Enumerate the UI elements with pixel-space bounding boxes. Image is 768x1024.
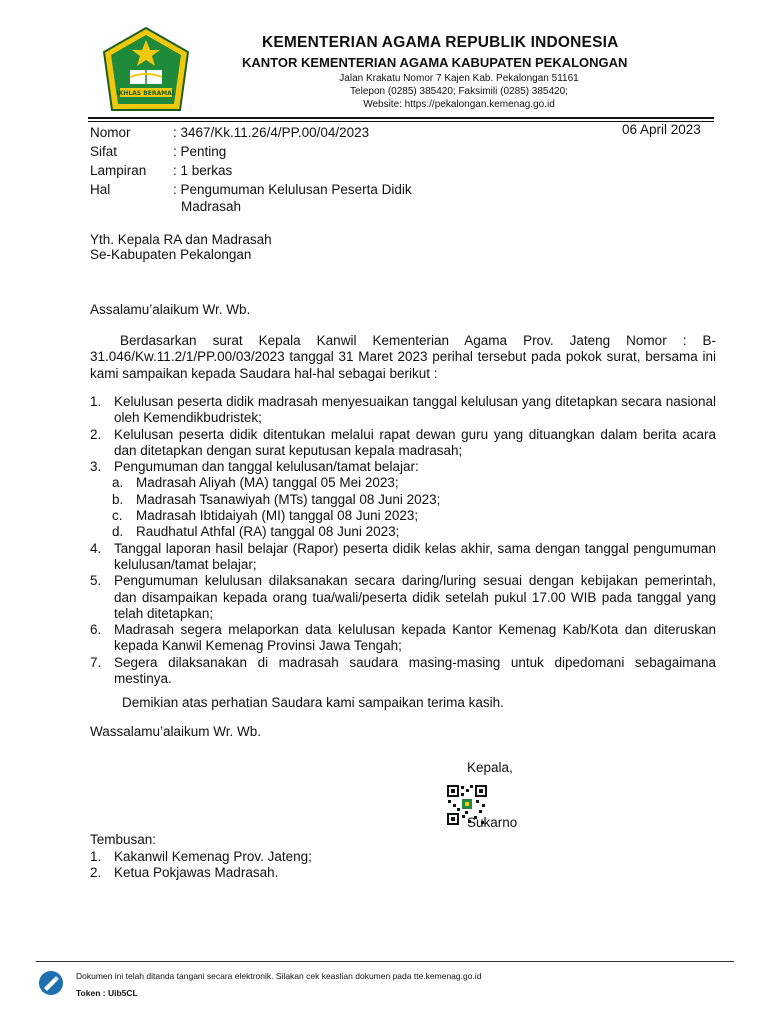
- list-item-number: 3.: [90, 459, 102, 475]
- list-item-number: 7.: [90, 654, 102, 670]
- cc-item: [90, 865, 490, 881]
- list-item-text: Kelulusan peserta didik ditentukan melalui rapat dewan guru yang dituangkan dalam berita acara dan ditetapkan dengan surat keputusan kepala madrasah;: [114, 426, 716, 458]
- sub-list-item-letter: b.: [112, 491, 124, 507]
- sub-list-item: [90, 524, 716, 540]
- list-item: [90, 459, 716, 475]
- list-item: [90, 394, 716, 427]
- list-item-text: Tanggal laporan hasil belajar (Rapor) peserta didik kelas akhir, sama dengan tanggal pengumuman kelulusan/tamat belajar;: [114, 540, 716, 572]
- sub-list-item-text: Raudhatul Athfal (RA) tanggal 08 Juni 2023;: [136, 524, 400, 540]
- meta-lampiran-value: : 1 berkas: [173, 163, 233, 178]
- list-item-text: Kelulusan peserta didik madrasah menyesuaikan tanggal kelulusan yang ditetapkan secara nasional oleh Kemendikbudristek;: [114, 394, 716, 426]
- list-item-number: 1.: [90, 394, 102, 409]
- cc-item-number: 2.: [90, 865, 102, 880]
- list-item-number: 4.: [90, 540, 102, 556]
- footer-divider: [36, 961, 734, 962]
- meta-nomor: [90, 125, 369, 140]
- list-item-number: 2.: [90, 426, 102, 442]
- logo-motto: IKHLAS BERAMAL: [116, 90, 176, 97]
- office-website: Website: https://pekalongan.kemenag.go.id: [363, 99, 555, 110]
- letter-date: 06 April 2023: [622, 122, 701, 137]
- cc-item-text: Kakanwil Kemenag Prov. Jateng;: [114, 849, 312, 864]
- list-item-text: Segera dilaksanakan di madrasah saudara masing-masing untuk dipedomani sebagaimana mestinya.: [114, 654, 716, 687]
- footer-notice: Dokumen ini telah ditanda tangani secara elektronik. Silakan cek keaslian dokumen pada tte.kemenag.go.id: [76, 971, 482, 981]
- recipient-line1: Yth. Kepala RA dan Madrasah: [90, 232, 272, 247]
- cc-label: Tembusan:: [90, 832, 157, 847]
- list-item: [90, 622, 716, 655]
- sub-list-item-text: Madrasah Tsanawiyah (MTs) tanggal 08 Juni 2023;: [136, 491, 441, 507]
- ministry-title: KEMENTERIAN AGAMA REPUBLIK INDONESIA: [262, 34, 619, 51]
- meta-hal: [90, 182, 412, 197]
- instruction-list: [90, 394, 716, 687]
- office-phone: Telepon (0285) 385420; Faksimili (0285) 385420;: [350, 86, 568, 97]
- farewell: Wassalamu’alaikum Wr. Wb.: [90, 724, 262, 739]
- meta-nomor-value: : 3467/Kk.11.26/4/PP.00/04/2023: [173, 125, 370, 140]
- list-item: [90, 655, 716, 688]
- cc-item-text: Ketua Pokjawas Madrasah.: [114, 865, 279, 880]
- cc-item-number: 1.: [90, 849, 102, 864]
- list-item: [90, 573, 716, 622]
- header-rule-thin: [88, 121, 714, 122]
- cc-item: [90, 849, 490, 865]
- sub-list-item: [90, 492, 716, 508]
- signature-title: Kepala,: [467, 760, 513, 775]
- closing-sentence: Demikian atas perhatian Saudara kami sampaikan terima kasih.: [122, 695, 504, 710]
- meta-hal-label: Hal: [90, 182, 111, 197]
- office-address: Jalan Krakatu Nomor 7 Kajen Kab. Pekalongan 51161: [339, 73, 579, 84]
- sub-list-item-text: Madrasah Aliyah (MA) tanggal 05 Mei 2023;: [136, 475, 399, 491]
- recipient-line2: Se-Kabupaten Pekalongan: [90, 247, 252, 262]
- list-item: [90, 541, 716, 574]
- meta-hal-value-line2: Madrasah: [181, 199, 242, 214]
- meta-nomor-label: Nomor: [90, 125, 131, 140]
- office-title: KANTOR KEMENTERIAN AGAMA KABUPATEN PEKALONGAN: [242, 55, 628, 70]
- sub-list-item-letter: a.: [112, 475, 124, 491]
- list-item-text: Pengumuman kelulusan dilaksanakan secara daring/luring sesuai dengan kebijakan pemerintah, dan disampaikan kepada orang tua/wali/peserta didik setelah pukul 17.00 WIB pada tanggal yang telah ditetapkan;: [114, 573, 716, 621]
- meta-lampiran-label: Lampiran: [90, 163, 147, 178]
- header-rule: [88, 117, 714, 119]
- sub-list-item-letter: d.: [112, 524, 124, 540]
- meta-sifat-value: : Penting: [173, 144, 227, 159]
- sub-list-item-letter: c.: [112, 508, 123, 524]
- list-item-number: 6.: [90, 622, 102, 638]
- list-item-text: Madrasah segera melaporkan data kelulusan kepada Kantor Kemenag Kab/Kota dan diteruskan kepada Kanwil Kemenag Provinsi Jawa Tengah;: [114, 622, 716, 654]
- greeting: Assalamu’alaikum Wr. Wb.: [90, 302, 251, 317]
- signature-name: Sukarno: [467, 815, 518, 830]
- sub-list-item-text: Madrasah Ibtidaiyah (MI) tanggal 08 Juni 2023;: [136, 508, 419, 524]
- list-item-text: Pengumuman dan tanggal kelulusan/tamat belajar:: [114, 459, 419, 475]
- meta-hal-value: : Pengumuman Kelulusan Peserta Didik: [173, 182, 412, 197]
- e-signature-icon: [38, 970, 64, 996]
- list-item: [90, 427, 716, 460]
- meta-lampiran: [90, 163, 232, 178]
- sub-list-item: [90, 475, 716, 491]
- meta-sifat-label: Sifat: [90, 144, 118, 159]
- footer-token: Token : Uib5CL: [76, 988, 138, 998]
- meta-sifat: [90, 144, 226, 159]
- list-item-number: 5.: [90, 573, 102, 589]
- sub-list-item: [90, 508, 716, 524]
- intro-paragraph: Berdasarkan surat Kepala Kanwil Kementerian Agama Prov. Jateng Nomor : B-31.046/Kw.11.2/1/PP.00/03/2023 tanggal 31 Maret 2023 perihal tersebut pada pokok surat, bersama ini kami sampaikan kepada Saudara hal-hal sebagai berikut :: [90, 333, 716, 381]
